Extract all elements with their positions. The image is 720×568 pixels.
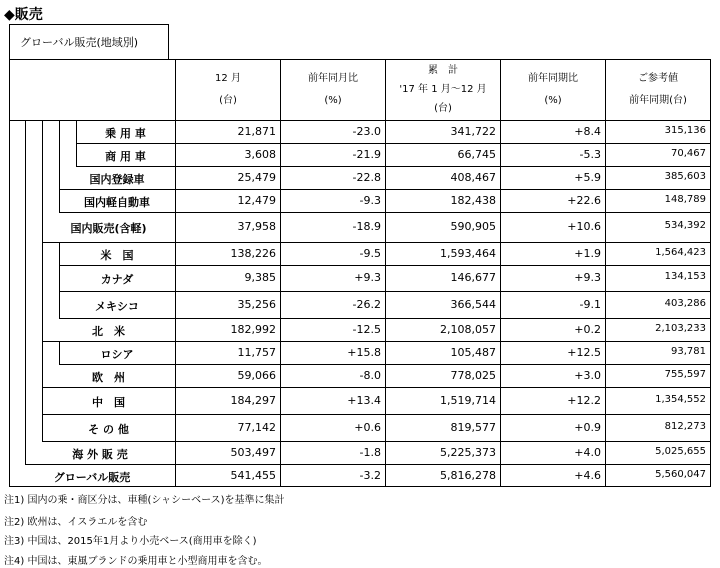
table-cell: -9.5 [359, 246, 381, 260]
section-title: ◆販売 [4, 7, 43, 23]
table-cell: 182,992 [230, 322, 276, 336]
group-header: グローバル販売(地域別) [9, 24, 169, 60]
table-cell: 25,479 [237, 170, 276, 184]
row-label: 国内登録車 [89, 172, 145, 186]
table-cell: 182,438 [450, 193, 496, 207]
table-cell: 341,722 [450, 124, 496, 138]
table-cell: +4.0 [574, 445, 601, 459]
row-label: グローバル販売 [53, 470, 131, 484]
table-cell: +10.6 [567, 220, 601, 233]
row-label: 国内販売(含軽) [70, 222, 147, 235]
table-cell: 134,153 [664, 271, 706, 282]
row-label: 乗 用 車 [105, 126, 146, 140]
table-cell: -22.8 [352, 170, 381, 184]
table-cell: 70,467 [671, 147, 706, 159]
table-cell: 77,142 [237, 420, 276, 434]
table-cell: 503,497 [230, 445, 276, 459]
table-cell: 534,392 [664, 220, 706, 231]
table-cell: 9,385 [244, 271, 276, 284]
row-label: 国内軽自動車 [84, 195, 150, 209]
table-cell: -21.9 [352, 147, 381, 161]
table-cell: 105,487 [450, 345, 496, 359]
table-cell: -5.3 [579, 147, 601, 161]
table-cell: -18.9 [352, 220, 381, 233]
col-header-period-yoy: 前年同期比 (%) [528, 73, 578, 106]
table-cell: +0.2 [574, 322, 601, 336]
table-cell: 93,781 [671, 345, 706, 357]
table-cell: 138,226 [230, 246, 276, 260]
row-label: カナダ [100, 273, 134, 286]
table-cell: 21,871 [237, 124, 276, 138]
col-header-month: 12 月 (台) [215, 73, 241, 106]
table-cell: 1,519,714 [440, 393, 496, 407]
table-cell: +9.3 [574, 271, 601, 284]
table-cell: 5,560,047 [655, 468, 706, 480]
row-label: 中 国 [92, 395, 125, 409]
table-cell: 778,025 [450, 368, 496, 382]
table-cell: +15.8 [347, 345, 381, 359]
table-cell: +8.4 [574, 124, 601, 138]
table-cell: +13.4 [347, 393, 381, 407]
col-header-cumulative: 累 計 '17 年 1 月〜12 月 (台) [399, 65, 487, 114]
table-cell: -23.0 [352, 124, 381, 138]
table-cell: 5,816,278 [440, 468, 496, 482]
table-cell: 755,597 [664, 368, 706, 380]
table-cell: 59,066 [237, 368, 276, 382]
table-cell: 35,256 [237, 297, 276, 311]
row-label: そ の 他 [88, 422, 129, 436]
table-cell: 408,467 [450, 170, 496, 184]
table-cell: -9.1 [579, 297, 601, 311]
table-cell: +0.6 [354, 420, 381, 434]
row-label: メキシコ [95, 299, 139, 313]
table-cell: 812,273 [664, 420, 706, 432]
note-3: 注3) 中国は、2015年1月より小売ベース(商用車を除く) [4, 536, 257, 547]
table-cell: 11,757 [237, 345, 276, 359]
table-cell: +0.9 [574, 420, 601, 434]
table-cell: +1.9 [574, 246, 601, 260]
table-cell: -9.3 [359, 193, 381, 207]
table-cell: 541,455 [230, 468, 276, 482]
table-cell: +12.2 [567, 393, 601, 407]
table-cell: +22.6 [567, 193, 601, 207]
table-cell: 819,577 [450, 420, 496, 434]
table-cell: 1,564,423 [655, 246, 706, 258]
table-cell: +12.5 [567, 345, 601, 359]
table-cell: 1,354,552 [655, 393, 706, 405]
table-cell: 1,593,464 [440, 246, 496, 260]
table-cell: 315,136 [664, 124, 706, 136]
table-cell: +4.6 [574, 468, 601, 482]
row-label: ロシア [100, 347, 134, 361]
row-label: 北 米 [92, 324, 125, 338]
table-cell: +9.3 [354, 271, 381, 284]
table-cell: -8.0 [359, 368, 381, 382]
note-2: 注2) 欧州は、イスラエルを含む [4, 517, 148, 528]
table-cell: 385,603 [664, 170, 706, 182]
table-cell: -12.5 [352, 322, 381, 336]
table-cell: +3.0 [574, 368, 601, 382]
table-cell: 366,544 [450, 297, 496, 311]
table-cell: 5,025,655 [655, 445, 706, 457]
table-cell: 148,789 [664, 193, 706, 205]
note-1: 注1) 国内の乗・商区分は、車種(シャシーベース)を基準に集計 [4, 495, 285, 506]
note-4: 注4) 中国は、東風ブランドの乗用車と小型商用車を含む。 [4, 556, 268, 567]
table-cell: 5,225,373 [440, 445, 496, 459]
table-cell: 184,297 [230, 393, 276, 407]
col-header-reference: ご参考値 前年同期(台) [629, 73, 687, 106]
table-cell: 66,745 [457, 147, 496, 161]
table-cell: -1.8 [359, 445, 381, 459]
row-label: 海 外 販 売 [72, 447, 128, 461]
row-label: 商 用 車 [105, 149, 146, 163]
table-cell: 403,286 [664, 297, 706, 309]
table-cell: -3.2 [359, 468, 381, 482]
row-label: 米 国 [100, 248, 134, 262]
col-header-month-yoy: 前年同月比 (%) [308, 73, 358, 106]
table-cell: 146,677 [450, 271, 496, 284]
table-cell: +5.9 [574, 170, 601, 184]
table-cell: 37,958 [237, 220, 276, 233]
row-label: 欧 州 [92, 370, 125, 384]
table-cell: 12,479 [237, 193, 276, 207]
table-cell: 2,108,057 [440, 322, 496, 336]
table-cell: 590,905 [450, 220, 496, 233]
table-cell: 3,608 [244, 147, 276, 161]
table-cell: 2,103,233 [655, 322, 706, 334]
table-cell: -26.2 [352, 297, 381, 311]
